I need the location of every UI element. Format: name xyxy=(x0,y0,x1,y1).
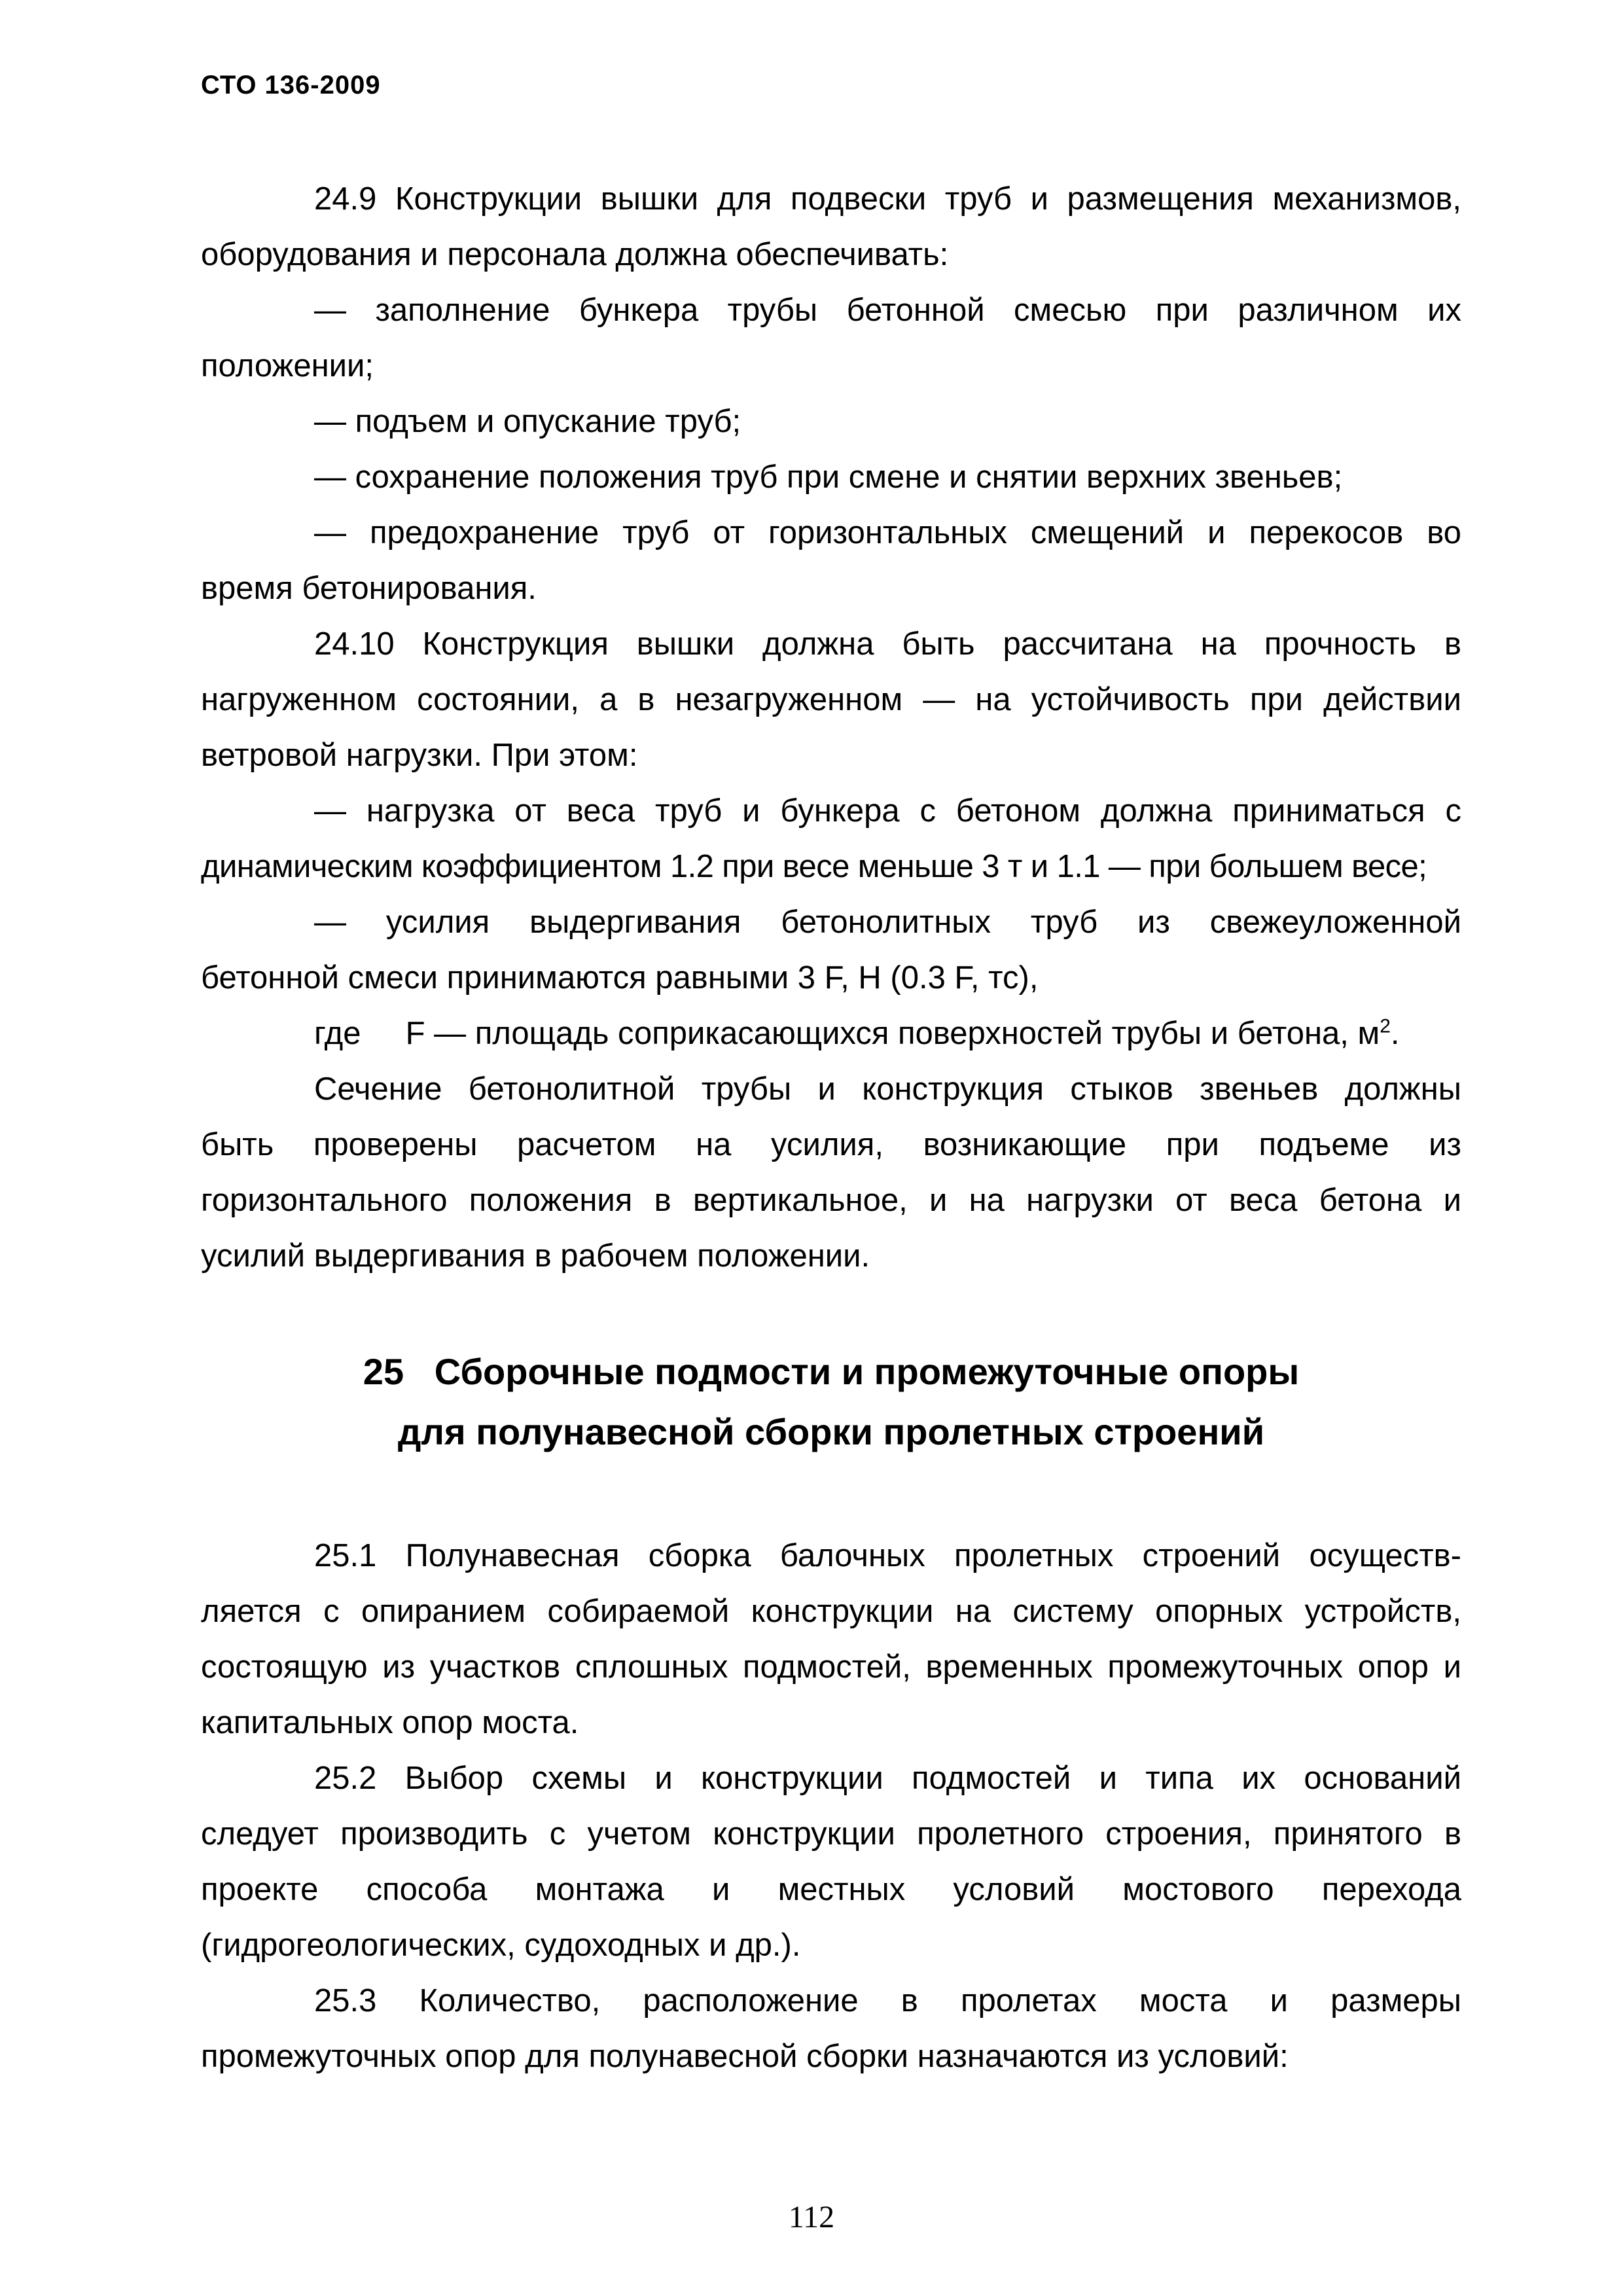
heading-line-1: 25 Сборочные подмости и промежуточные опоры xyxy=(363,1351,1300,1392)
bullet-3: — сохранение положения труб при смене и снятии верхних звеньев; xyxy=(314,459,1343,495)
heading-line-2: для полунавесной сборки пролетных строений xyxy=(397,1411,1265,1452)
para-25-2-line-2: следует производить с учетом конструкции пролетного строения, принятого в xyxy=(201,1816,1461,1852)
para-section-line-1: Сечение бетонолитной трубы и конструкция стыков звеньев должны xyxy=(314,1071,1461,1107)
bullet-2: — подъем и опускание труб; xyxy=(314,404,741,439)
section-25-heading xyxy=(201,1342,1461,1462)
para-24-9-line-2: оборудования и персонала должна обеспечивать: xyxy=(201,237,949,272)
where-text: где F — площадь соприкасающихся поверхностей трубы и бетона, м xyxy=(314,1016,1380,1051)
bullet-4-line-1: — предохранение труб от горизонтальных смещений и перекосов во xyxy=(314,515,1461,550)
para-25-2-line-3: проекте способа монтажа и местных условий мостового перехода xyxy=(201,1872,1461,1907)
para-section-line-2: быть проверены расчетом на усилия, возникающие при подъеме из xyxy=(201,1127,1461,1162)
para-25-2-line-4: (гидрогеологических, судоходных и др.). xyxy=(201,1928,801,1963)
bullet-5-line-1: — нагрузка от веса труб и бункера с бетоном должна приниматься с xyxy=(314,793,1461,829)
where-superscript: 2 xyxy=(1380,1015,1391,1037)
para-24-10-line-3: ветровой нагрузки. При этом: xyxy=(201,738,638,773)
bullet-6-line-1: — усилия выдергивания бетонолитных труб из свежеуложенной xyxy=(314,905,1461,940)
para-25-3-line-1: 25.3 Количество, расположение в пролетах моста и размеры xyxy=(314,1983,1461,2018)
section-25-body xyxy=(201,1528,1461,2085)
para-25-1-line-2: ляется с опиранием собираемой конструкции на систему опорных устройств, xyxy=(201,1594,1461,1629)
bullet-5-line-2: динамическим коэффициентом 1.2 при весе меньше 3 т и 1.1 — при большем весе; xyxy=(201,849,1427,884)
para-25-1-line-1: 25.1 Полунавесная сборка балочных пролетных строений осуществ- xyxy=(314,1538,1461,1573)
document-code: СТО 136-2009 xyxy=(201,71,381,99)
para-25-1-line-4: капитальных опор моста. xyxy=(201,1705,579,1740)
bullet-1-line-1: — заполнение бункера трубы бетонной смесью при различном их xyxy=(314,293,1461,328)
where-definition xyxy=(201,1006,1461,1062)
para-section-line-3: горизонтального положения в вертикальное, и на нагрузки от веса бетона и xyxy=(201,1183,1461,1218)
para-24-10-line-1: 24.10 Конструкция вышки должна быть рассчитана на прочность в xyxy=(314,626,1461,662)
para-section-line-4: усилий выдергивания в рабочем положении. xyxy=(201,1238,870,1274)
where-end: . xyxy=(1390,1016,1400,1051)
para-24-9-line-1: 24.9 Конструкции вышки для подвески труб и размещения механизмов, xyxy=(314,181,1461,217)
para-25-3-line-2: промежуточных опор для полунавесной сборки назначаются из условий: xyxy=(201,2039,1289,2074)
para-25-1-line-3: состоящую из участков сплошных подмостей, временных промежуточных опор и xyxy=(201,1649,1461,1685)
section-24-body xyxy=(201,171,1461,1284)
page-number: 112 xyxy=(788,2200,835,2234)
para-25-2-line-1: 25.2 Выбор схемы и конструкции подмостей и типа их оснований xyxy=(314,1761,1461,1796)
para-24-10-line-2: нагруженном состоянии, а в незагруженном — на устойчивость при действии xyxy=(201,682,1461,717)
bullet-4-line-2: время бетонирования. xyxy=(201,571,537,606)
bullet-6-line-2: бетонной смеси принимаются равными 3 F, Н (0.3 F, тс), xyxy=(201,960,1039,996)
bullet-1-line-2: положении; xyxy=(201,348,374,384)
